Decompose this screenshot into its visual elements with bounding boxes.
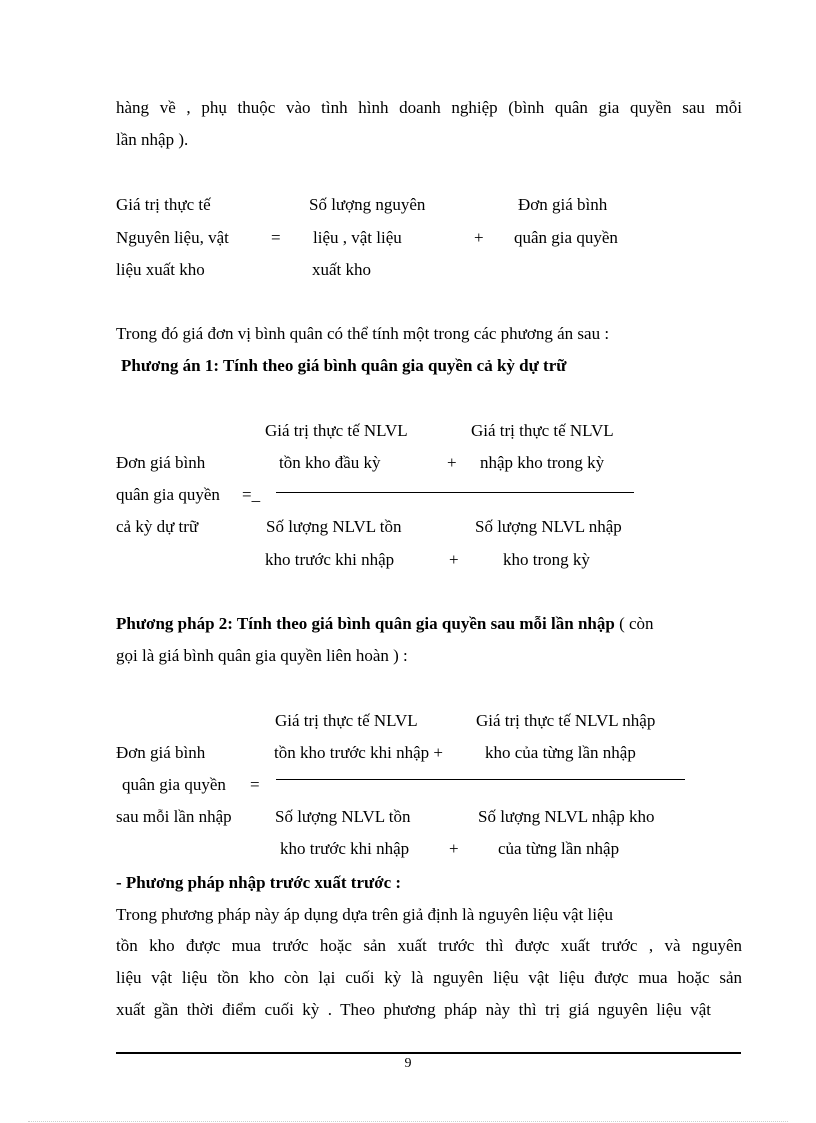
formula3-num-a-1: Giá trị thực tế NLVL xyxy=(275,711,418,730)
formula3-num-a-2: tồn kho trước khi nhập + xyxy=(274,743,443,762)
formula1-left-3: liệu xuất kho xyxy=(116,260,205,279)
formula2-equals: =_ xyxy=(242,485,261,504)
formula2-num-plus: + xyxy=(447,453,457,472)
formula2-num-b-2: nhập kho trong kỳ xyxy=(480,453,605,472)
para-line-1: Trong phương pháp này áp dụng dựa trên giả định là nguyên liệu vật liệu xyxy=(116,905,614,924)
formula2-den-a-2: kho trước khi nhập xyxy=(265,550,395,569)
formula3-num-b-1: Giá trị thực tế NLVL nhập xyxy=(476,711,656,730)
formula3-num-b-2: kho của từng lần nhập xyxy=(485,743,636,762)
formula3-den-b-1: Số lượng NLVL nhập kho xyxy=(478,807,655,826)
formula1-plus: + xyxy=(474,228,484,247)
options-sentence: Trong đó giá đơn vị bình quân có thể tính một trong các phương án sau : xyxy=(116,324,610,343)
intro-line-2: lần nhập ). xyxy=(116,130,189,149)
formula3-label-1: Đơn giá bình xyxy=(116,743,206,762)
formula2-num-b-1: Giá trị thực tế NLVL xyxy=(471,421,614,440)
formula2-den-b-2: kho trong kỳ xyxy=(503,550,590,569)
formula3-den-b-2: của từng lần nhập xyxy=(498,839,620,858)
formula2-fraction-bar xyxy=(276,492,634,493)
page-number: 9 xyxy=(404,1056,412,1071)
para-line-3: liệu vật liệu tồn kho còn lại cuối kỳ là nguyên liệu vật liệu được mua hoặc sản xyxy=(116,968,742,987)
page-edge-dots xyxy=(28,1121,788,1122)
formula3-den-a-2: kho trước khi nhập xyxy=(280,839,410,858)
formula3-label-2: quân gia quyền xyxy=(122,775,226,794)
formula2-den-a-1: Số lượng NLVL tồn xyxy=(266,517,402,536)
formula2-label-3: cả kỳ dự trữ xyxy=(116,517,199,536)
heading-method-1: Phương án 1: Tính theo giá bình quân gia quyền cả kỳ dự trữ xyxy=(121,356,567,375)
intro-line-1: hàng về , phụ thuộc vào tình hình doanh nghiệp (bình quân gia quyền sau mỗi xyxy=(116,98,742,117)
formula3-den-plus: + xyxy=(449,839,459,858)
formula1-middle-2: liệu , vật liệu xyxy=(313,228,402,247)
formula3-den-a-1: Số lượng NLVL tồn xyxy=(275,807,411,826)
formula2-den-plus: + xyxy=(449,550,459,569)
formula2-den-b-1: Số lượng NLVL nhập xyxy=(475,517,622,536)
heading-method-2-tail: ( còn xyxy=(614,614,654,633)
formula2-num-a-1: Giá trị thực tế NLVL xyxy=(265,421,408,440)
footer-rule xyxy=(116,1052,741,1054)
formula3-label-3: sau mỗi lần nhập xyxy=(116,807,232,826)
formula1-right-2: quân gia quyền xyxy=(514,228,618,247)
para-line-4: xuất gần thời điểm cuối kỳ . Theo phương pháp này thì trị giá nguyên liệu vật xyxy=(116,1000,711,1019)
formula1-middle-1: Số lượng nguyên xyxy=(309,195,426,214)
heading-method-2-line-2: gọi là giá bình quân gia quyền liên hoàn ) : xyxy=(116,646,408,665)
formula2-label-2: quân gia quyền xyxy=(116,485,220,504)
formula1-left-2: Nguyên liệu, vật xyxy=(116,228,229,247)
formula1-equals: = xyxy=(271,228,281,247)
formula1-right-1: Đơn giá bình xyxy=(518,195,608,214)
formula3-fraction-bar xyxy=(276,779,685,780)
formula2-num-a-2: tồn kho đầu kỳ xyxy=(279,453,381,472)
heading-method-2 xyxy=(116,615,654,632)
para-line-2: tồn kho được mua trước hoặc sản xuất trước thì được xuất trước , và nguyên xyxy=(116,936,742,955)
heading-fifo: - Phương pháp nhập trước xuất trước : xyxy=(116,873,402,892)
formula2-label-1: Đơn giá bình xyxy=(116,453,206,472)
formula1-left-1: Giá trị thực tế xyxy=(116,195,211,214)
formula3-equals: = xyxy=(250,775,260,794)
formula1-middle-3: xuất kho xyxy=(312,260,372,279)
heading-method-2-bold: Phương pháp 2: Tính theo giá bình quân gia quyền sau mỗi lần nhập xyxy=(116,614,615,633)
